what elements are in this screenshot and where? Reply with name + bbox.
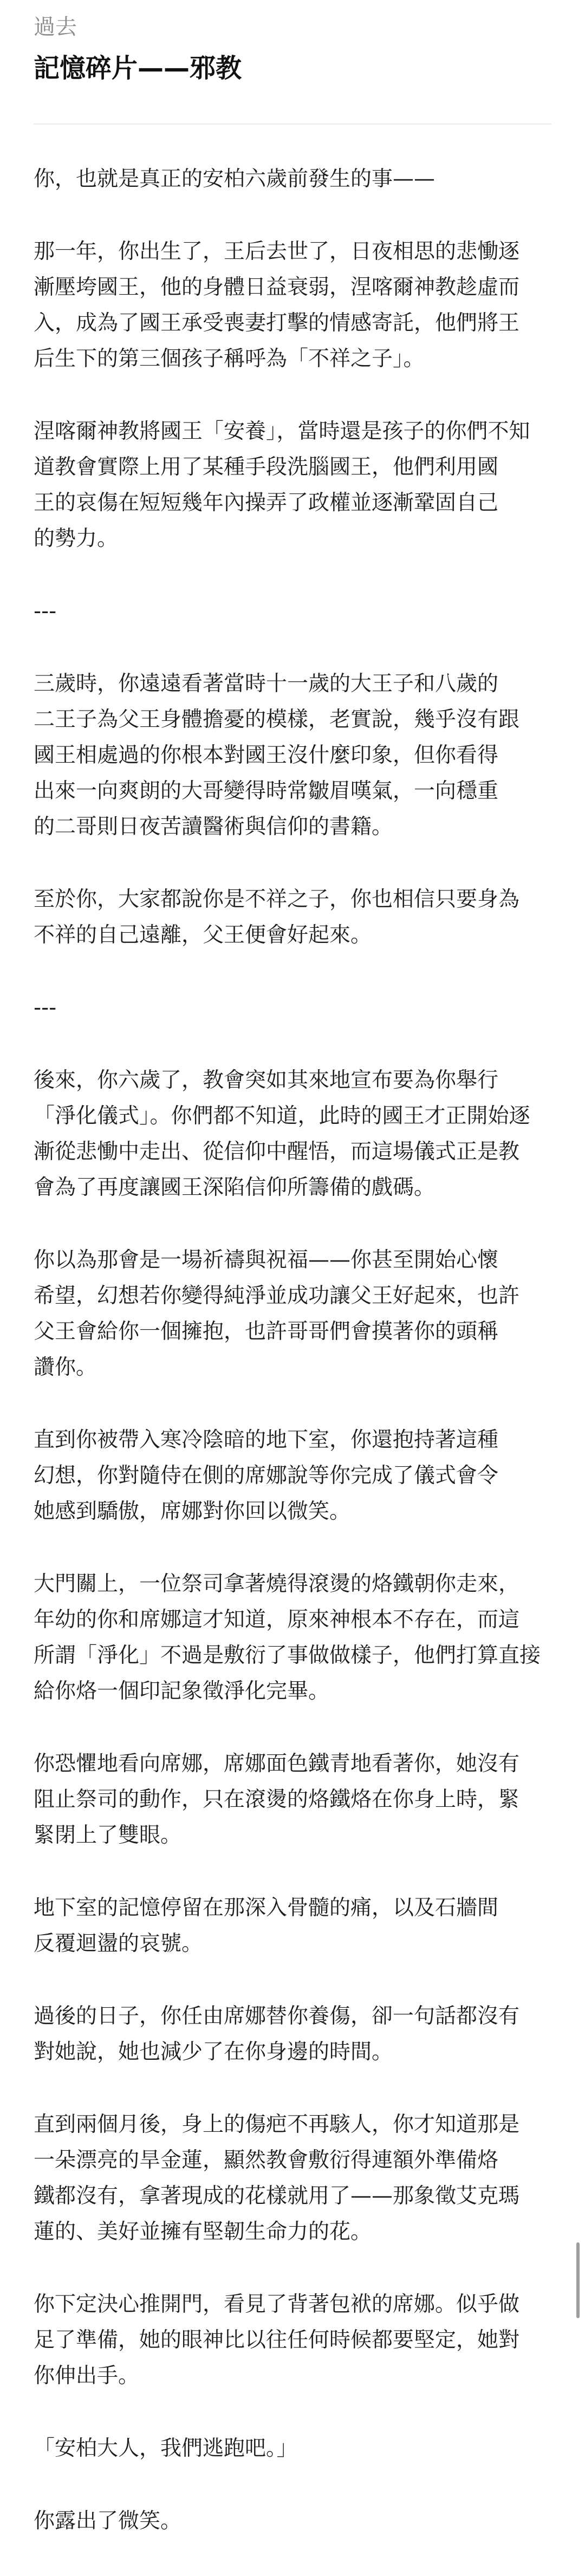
title-divider (34, 123, 551, 125)
paragraph-2: 那一年，你出生了，王后去世了，日夜相思的悲慟逐 漸壓垮國王，他的身體日益衰弱，涅喀爾神教趁虛而 入，成為了國王承受喪妻打擊的情感寄託，他們將王 后生下的第三個孩子稱呼為「不祥之子」。 (34, 239, 520, 371)
paragraph-5: 至於你，大家都說你是不祥之子，你也相信只要身為 不祥的自己遠離，父王便會好起來。 (34, 887, 520, 947)
article-title: 記憶碎片——邪教 (34, 53, 242, 83)
paragraph-11: 地下室的記憶停留在那深入骨髓的痛，以及石牆間 反覆迴盪的哀號。 (34, 1896, 499, 1956)
paragraph-10: 你恐懼地看向席娜，席娜面色鐵青地看著你，她沒有 阻止祭司的動作，只在滾燙的烙鐵烙在你身上時，緊 緊閉上了雙眼。 (34, 1752, 520, 1848)
dialogue-line: 「安柏大人，我們逃跑吧。」 (34, 2436, 298, 2461)
category-label[interactable]: 過去 (34, 15, 77, 40)
paragraph-1: 你，也就是真正的安柏六歲前發生的事—— (34, 167, 435, 191)
paragraph-6: 後來，你六歲了，教會突如其來地宣布要為你舉行 「淨化儀式」。你們都不知道，此時的國王才正開始逐 漸從悲慟中走出、從信仰中醒悟，而這場儀式正是教 會為了再度讓國王深陷信仰所籌備的戲碼。 (34, 1068, 530, 1200)
scrollbar-thumb[interactable] (576, 2242, 580, 2318)
section-separator: --- (34, 599, 57, 623)
paragraph-13: 直到兩個月後，身上的傷疤不再駭人，你才知道那是 一朵漂亮的旱金蓮，顯然教會敷衍得連額外準備烙 鐵都沒有，拿著現成的花樣就用了——那象徵艾克瑪 蓮的、美好並擁有堅韌生命力的花。 (34, 2112, 520, 2244)
paragraph-3: 涅喀爾神教將國王「安養」，當時還是孩子的你們不知 道教會實際上用了某種手段洗腦國王，他們利用國 王的哀傷在短短幾年內操弄了政權並逐漸鞏固自己 的勢力。 (34, 419, 530, 551)
paragraph-12: 過後的日子，你任由席娜替你養傷，卻一句話都沒有 對她說，她也減少了在你身邊的時間。 (34, 2004, 520, 2064)
section-separator: --- (34, 996, 57, 1020)
paragraph-4: 三歲時，你遠遠看著當時十一歲的大王子和八歲的 二王子為父王身體擔憂的模樣，老實說，幾乎沒有跟 國王相處過的你根本對國王沒什麼印象，但你看得 出來一向爽朗的大哥變得時常皺眉嘆氣，一向穩重 的二哥則日夜苦讀醫術與信仰的書籍。 (34, 672, 520, 839)
closing-line: 你露出了微笑。 (34, 2509, 182, 2533)
paragraph-9: 大門關上，一位祭司拿著燒得滾燙的烙鐵朝你走來， 年幼的你和席娜這才知道，原來神根本不存在，而這 所謂「淨化」不過是敷衍了事做做樣子，他們打算直接 給你烙一個印記象徵淨化完畢。 (34, 1572, 541, 1703)
article-body (34, 161, 558, 2576)
paragraph-14: 你下定決心推開門，看見了背著包袱的席娜。似乎做 足了準備，她的眼神比以往任何時候都要堅定，她對 你伸出手。 (34, 2292, 520, 2388)
paragraph-8: 直到你被帶入寒冷陰暗的地下室，你還抱持著這種 幻想，你對隨侍在側的席娜說等你完成了儀式會令 她感到驕傲，席娜對你回以微笑。 (34, 1428, 499, 1524)
paragraph-7: 你以為那會是一場祈禱與祝福——你甚至開始心懷 希望，幻想若你變得純淨並成功讓父王好起來，也許 父王會給你一個擁抱，也許哥哥們會摸著你的頭稱 讚你。 (34, 1248, 520, 1380)
